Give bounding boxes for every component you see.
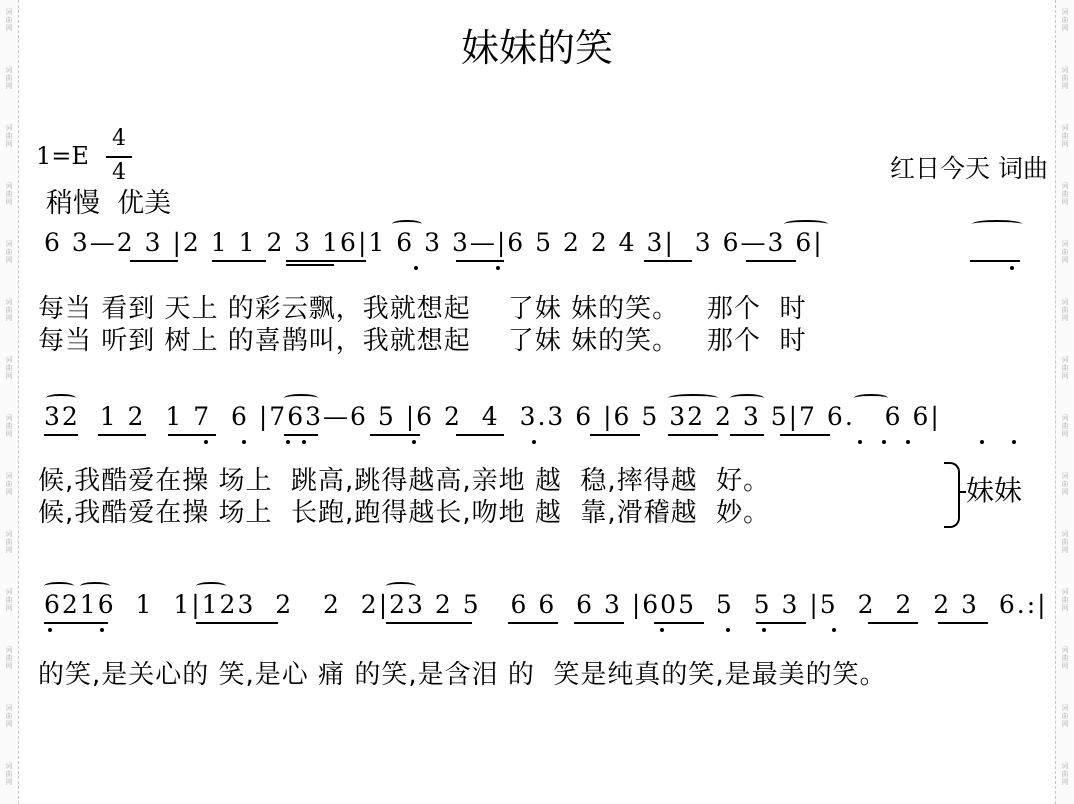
slur-mark — [386, 582, 416, 590]
right-margin-band — [1055, 0, 1074, 804]
beam-line — [970, 260, 1020, 262]
watermark-mark: 词 曲 网 — [5, 182, 13, 206]
lower-octave-dot — [532, 440, 536, 444]
lower-octave-dot — [906, 440, 910, 444]
beam-line — [746, 260, 796, 262]
lower-octave-dot — [242, 440, 246, 444]
chorus-cue: 妹妹 — [966, 474, 1023, 507]
watermark-mark: 词 曲 网 — [5, 356, 13, 380]
lower-octave-dot — [412, 440, 416, 444]
slur-mark — [972, 220, 1022, 228]
watermark-mark: 词 曲 网 — [5, 530, 13, 554]
beam-line — [780, 434, 830, 436]
beam-line — [370, 434, 420, 436]
lyric-line-2-verse-2: 候,我酷爱在操 场上 长跑,跑得越长,吻地 越 靠,滑稽越 妙。 — [38, 498, 771, 528]
lower-octave-dot — [286, 440, 290, 444]
watermark-mark: 词 曲 网 — [5, 8, 13, 32]
beam-line — [98, 434, 146, 436]
beam-line — [938, 622, 988, 624]
beam-line — [286, 260, 366, 262]
lower-octave-dot — [858, 440, 862, 444]
lower-octave-dot — [832, 628, 836, 632]
watermark-mark: 词 曲 网 — [5, 588, 13, 612]
key-signature: 1=E — [36, 142, 89, 170]
watermark-mark: 词 曲 网 — [1061, 530, 1069, 554]
watermark-mark: 词 曲 网 — [1061, 240, 1069, 264]
watermark-mark: 词 曲 网 — [5, 66, 13, 90]
beam-line — [284, 434, 318, 436]
lower-octave-dot — [660, 628, 664, 632]
watermark-mark: 词 曲 网 — [5, 240, 13, 264]
watermark-mark: 词 曲 网 — [1061, 646, 1069, 670]
slur-mark — [80, 582, 110, 590]
beam-line — [668, 434, 718, 436]
beam-line — [508, 622, 558, 624]
slur-mark — [668, 394, 718, 402]
lyric-line-1-verse-1: 每当 看到 天上 的彩云飘，我就想起 了妹 妹的笑。 那个 时 — [38, 294, 807, 324]
lower-octave-dot — [496, 266, 500, 270]
lower-octave-dot — [980, 440, 984, 444]
lower-octave-dot — [726, 628, 730, 632]
beam-line — [286, 264, 334, 266]
watermark-mark: 词 曲 网 — [1061, 356, 1069, 380]
watermark-mark: 词 曲 网 — [1061, 762, 1069, 786]
beam-line — [212, 260, 266, 262]
watermark-mark: 词 曲 网 — [1061, 298, 1069, 322]
credits: 红日今天 词曲 — [890, 154, 1048, 183]
lyric-line-3: 的笑,是关心的 笑,是心 痛 的笑,是含泪 的 笑是纯真的笑,是最美的笑。 — [38, 660, 887, 690]
beam-line — [168, 434, 216, 436]
beam-line — [590, 434, 640, 436]
lower-octave-dot — [1012, 440, 1016, 444]
notation-line-3: 6216 1 1|123 2 2 2|23 2 5 6 6 6 3 |605 5 5 3 |5 2 2 2 3 6.:| — [44, 590, 1048, 619]
beam-line — [654, 622, 704, 624]
watermark-mark: 词 曲 网 — [1061, 414, 1069, 438]
slur-mark — [730, 394, 764, 402]
lyric-line-1-verse-2: 每当 听到 树上 的喜鹊叫，我就想起 了妹 妹的笑。 那个 时 — [38, 326, 807, 356]
beam-line — [868, 622, 918, 624]
watermark-mark: 词 曲 网 — [5, 762, 13, 786]
watermark-mark: 词 曲 网 — [5, 414, 13, 438]
beam-line — [730, 434, 764, 436]
watermark-mark: 词 曲 网 — [1061, 182, 1069, 206]
lower-octave-dot — [882, 440, 886, 444]
slur-mark — [784, 220, 828, 228]
lower-octave-dot — [100, 628, 104, 632]
lower-octave-dot — [414, 266, 418, 270]
time-signature-top: 4 — [112, 126, 126, 151]
song-title: 妹妹的笑 — [460, 26, 613, 70]
beam-line — [196, 622, 278, 624]
beam-line — [44, 622, 108, 624]
watermark-mark: 词 曲 网 — [1061, 124, 1069, 148]
notation-line-2: 32 1 2 1 7 6 |763—6 5 |6 2 4 3.3 6 |6 5 32 2 3 5|7 6. 6 6| — [44, 402, 941, 431]
beam-line — [756, 622, 806, 624]
time-signature-bar — [106, 156, 132, 158]
lower-octave-dot — [302, 440, 306, 444]
slur-mark — [46, 394, 76, 402]
watermark-mark: 词 曲 网 — [1061, 472, 1069, 496]
beam-line — [386, 622, 472, 624]
beam-line — [456, 260, 504, 262]
slur-mark — [44, 582, 74, 590]
beam-line — [574, 622, 624, 624]
beam-line — [456, 434, 504, 436]
verse-bracket — [944, 462, 960, 528]
watermark-mark: 词 曲 网 — [5, 124, 13, 148]
lower-octave-dot — [1010, 266, 1014, 270]
beam-line — [644, 260, 692, 262]
watermark-mark: 词 曲 网 — [1061, 8, 1069, 32]
watermark-mark: 词 曲 网 — [1061, 66, 1069, 90]
time-signature-bottom: 4 — [112, 160, 126, 185]
slur-mark — [854, 394, 888, 402]
watermark-mark: 词 曲 网 — [1061, 588, 1069, 612]
slur-mark — [392, 220, 422, 228]
lyric-line-2-verse-1: 候,我酷爱在操 场上 跳高,跳得越高,亲地 越 稳,摔得越 好。 — [38, 466, 771, 496]
beam-line — [44, 434, 78, 436]
slur-mark — [196, 582, 226, 590]
lower-octave-dot — [48, 628, 52, 632]
lower-octave-dot — [762, 628, 766, 632]
beam-line — [130, 260, 178, 262]
slur-mark — [284, 394, 318, 402]
verse-bracket-tick — [958, 491, 966, 493]
watermark-mark: 词 曲 网 — [5, 298, 13, 322]
watermark-mark: 词 曲 网 — [1061, 704, 1069, 728]
watermark-mark: 词 曲 网 — [5, 704, 13, 728]
notation-line-1: 6 3—2 3 |2 1 1 2 3 16|1 6 3 3—|6 5 2 2 4 3| 3 6—3 6| — [44, 228, 824, 257]
watermark-mark: 词 曲 网 — [5, 646, 13, 670]
watermark-mark: 词 曲 网 — [5, 472, 13, 496]
tempo-marking: 稍慢 优美 — [46, 188, 172, 219]
left-margin-band — [0, 0, 19, 804]
lower-octave-dot — [204, 440, 208, 444]
